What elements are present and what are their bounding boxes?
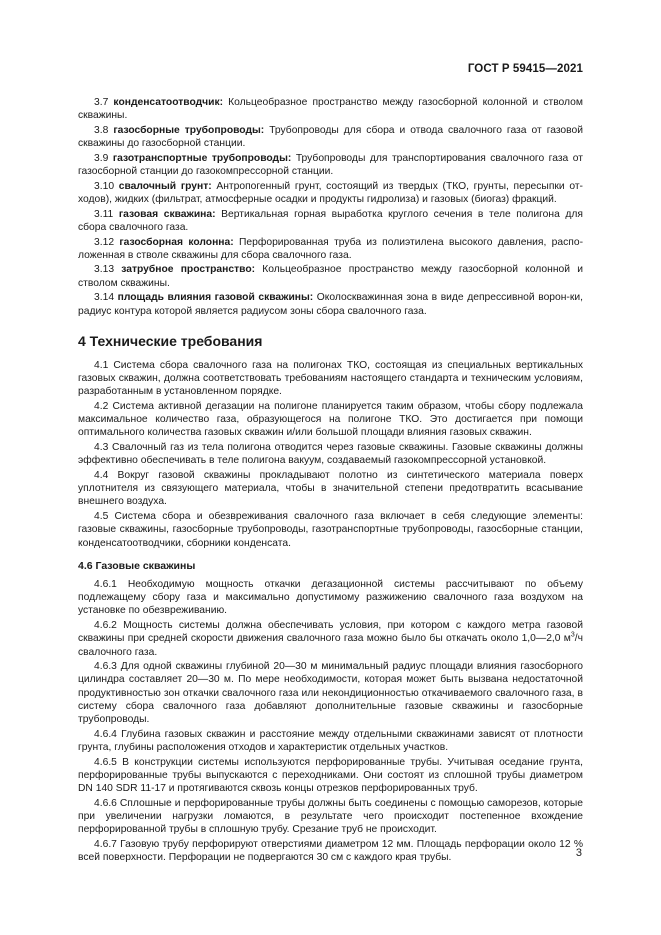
section-title: 4 Технические требования <box>78 332 263 349</box>
definition-term: затрубное пространство: <box>121 264 256 276</box>
paragraph-4-6-3: 4.6.3 Для одной скважины глубиной 20—30 м минимальный радиус площади влияния газосборного цилиндра составляет 20—30 м. По мере необходимости, которая может быть вызвана недостаточной продуктивностью зон откачки свалочного газа или некондиционностью откачиваемого свалочного газа, в систему сбора свалочного газа добавляют дополнительные газовые скважины и газосборные трубопроводы. <box>78 661 583 726</box>
definition-item <box>78 180 583 206</box>
definition-number: 3.14 <box>94 292 115 304</box>
definition-item <box>78 96 583 122</box>
definition-term: газосборные трубопроводы: <box>113 124 265 136</box>
definition-text: Трубопроводы для сбора и отвода свалочного газа от газовой скважины до газосборной станции. <box>78 124 583 150</box>
definition-text: Трубопроводы для транспортирования свалочного газа от газосборной станции до газокомпрессорной станции. <box>78 152 583 178</box>
definition-term: площадь влияния газовой скважины: <box>117 292 314 304</box>
definition-text: Вертикальная горная выработка круглого сечения в теле полигона для сбора свалочного газа. <box>78 208 584 233</box>
page-number: 3 <box>575 847 582 859</box>
definition-text: Перфорированная труба из полиэтилена высокого давления, распо-ложенная в стволе скважины для сбора свалочного газа. <box>78 236 583 261</box>
definition-item <box>78 152 583 178</box>
definition-text: Антропогенный грунт, состоящий из твердых (ТКО, грунты, пересыпки от-ходов), жидких (фильтрат, атмосферные осадки и продукты гидролиза) и газовых (биогаз) фракций. <box>78 180 583 205</box>
section-paragraph: 4.3 Свалочный газ из тела полигона отводится через газовые скважины. Газовые скважины должны эффективно обеспечивать в теле полигона вакуум, создаваемый газокомпрессорной установкой. <box>78 442 583 467</box>
section-paragraph: 4.2 Система активной дегазации на полигоне планируется таким образом, чтобы сбору подлежала максимальное количество газа, образующегося на полигоне ТКО. Это достигается при помощи оптимального количества газовых скважин и/или большой площади влияния газовых скважин. <box>78 401 583 439</box>
paragraph-4-6-2-text: 4.6.2 Мощность системы должна обеспечивать условия, при котором с каждого метра газовой скважины при средней скорости движения свалочного газа можно было бы откачать около 1,0—2,0 м <box>78 620 583 645</box>
definition-term: конденсатоотводчик: <box>113 97 224 108</box>
paragraph-4-6-2-tail: /ч свалочного газа. <box>78 633 583 658</box>
definition-text: Кольцеобразное пространство между газосборной колонной и стволом скважины. <box>78 264 583 289</box>
definitions-list <box>78 96 583 318</box>
definition-text: Кольцеобразное пространство между газосборной колонной и стволом скважины. <box>78 97 583 122</box>
paragraph-4-6-5: 4.6.5 В конструкции системы используются перфорированные трубы. Учитывая оседание грунта, перфорированные трубы выпускаются с переходниками. Они состоят из сплошной трубы диаметром DN 140 SDR 11-17 и протягиваются сквозь концы отрезков перфорированных труб. <box>78 756 583 795</box>
definition-item <box>78 236 583 262</box>
definition-number: 3.7 <box>94 97 109 108</box>
definition-number: 3.12 <box>94 236 115 248</box>
subsection-title: 4.6 Газовые скважины <box>78 559 196 572</box>
paragraph-4-6-6: 4.6.6 Сплошные и перфорированные трубы должны быть соединены с помощью саморезов, которые при увеличении нагрузки ломаются, в результате чего происходит постепенное вхождение перфорированной трубы в сплошную трубу. Срезание труб не происходит. <box>78 797 583 836</box>
definition-number: 3.9 <box>94 152 109 164</box>
definition-number: 3.10 <box>94 180 115 192</box>
section-paragraph: 4.4 Вокруг газовой скважины прокладывают полотно из синтетического материала поверх уплотнителя из связующего материала, чтобы в значительной степени предотвратить всасывание внешнего воздуха. <box>78 470 583 508</box>
definition-term: газовая скважина: <box>118 208 216 220</box>
section-paragraph: 4.1 Система сбора свалочного газа на полигонах ТКО, состоящая из специальных вертикальных газовых скважин, должна соответствовать требованиям настоящего стандарта и техническим условиям, разработанным в установленном порядке. <box>78 359 583 398</box>
definition-number: 3.13 <box>94 264 115 276</box>
definition-item <box>78 291 583 317</box>
paragraph-4-6-2 <box>78 619 583 659</box>
definition-number: 3.8 <box>94 124 109 136</box>
page-content <box>78 96 583 866</box>
definition-text: Околоскважинная зона в виде депрессивной ворон-ки, радиус контура которой является радиусом зоны сбора свалочного газа. <box>78 292 583 317</box>
definition-term: свалочный грунт: <box>118 180 212 192</box>
definition-item <box>78 263 583 289</box>
section-paragraph: 4.5 Система сбора и обезвреживания свалочного газа включает в себя следующие элементы: газовые скважины, газосборные трубопроводы, газотранспортные трубопроводы, газосборные станции, конденсатоотводчики, сборники конденсата. <box>78 511 583 549</box>
paragraph-4-6-7: 4.6.7 Газовую трубу перфорируют отверстиями диаметром 12 мм. Площадь перфорации около 12 % всей поверхности. Перфорации не подвергаются 30 см с каждого края трубы. <box>78 838 583 864</box>
section-paragraphs <box>78 359 583 550</box>
definition-number: 3.11 <box>94 208 114 220</box>
paragraph-4-6-4: 4.6.4 Глубина газовых скважин и расстояние между отдельными скважинами зависят от плотности грунта, глубины расположения отходов и характеристик отдельных участков. <box>78 728 583 753</box>
superscript: 3 <box>570 631 575 639</box>
definition-item <box>78 124 583 150</box>
paragraph-4-6-1: 4.6.1 Необходимую мощность откачки дегазационной системы рассчитывают по объему подлежащему сбору газа и максимально допустимому разжижению свалочного газа воздухом на установке по обезвреживанию. <box>78 579 583 617</box>
standard-number: ГОСТ Р 59415—2021 <box>467 63 583 75</box>
definition-term: газотранспортные трубопроводы: <box>112 152 292 164</box>
definition-term: газосборная колонна: <box>119 236 234 248</box>
definition-item <box>78 208 583 234</box>
